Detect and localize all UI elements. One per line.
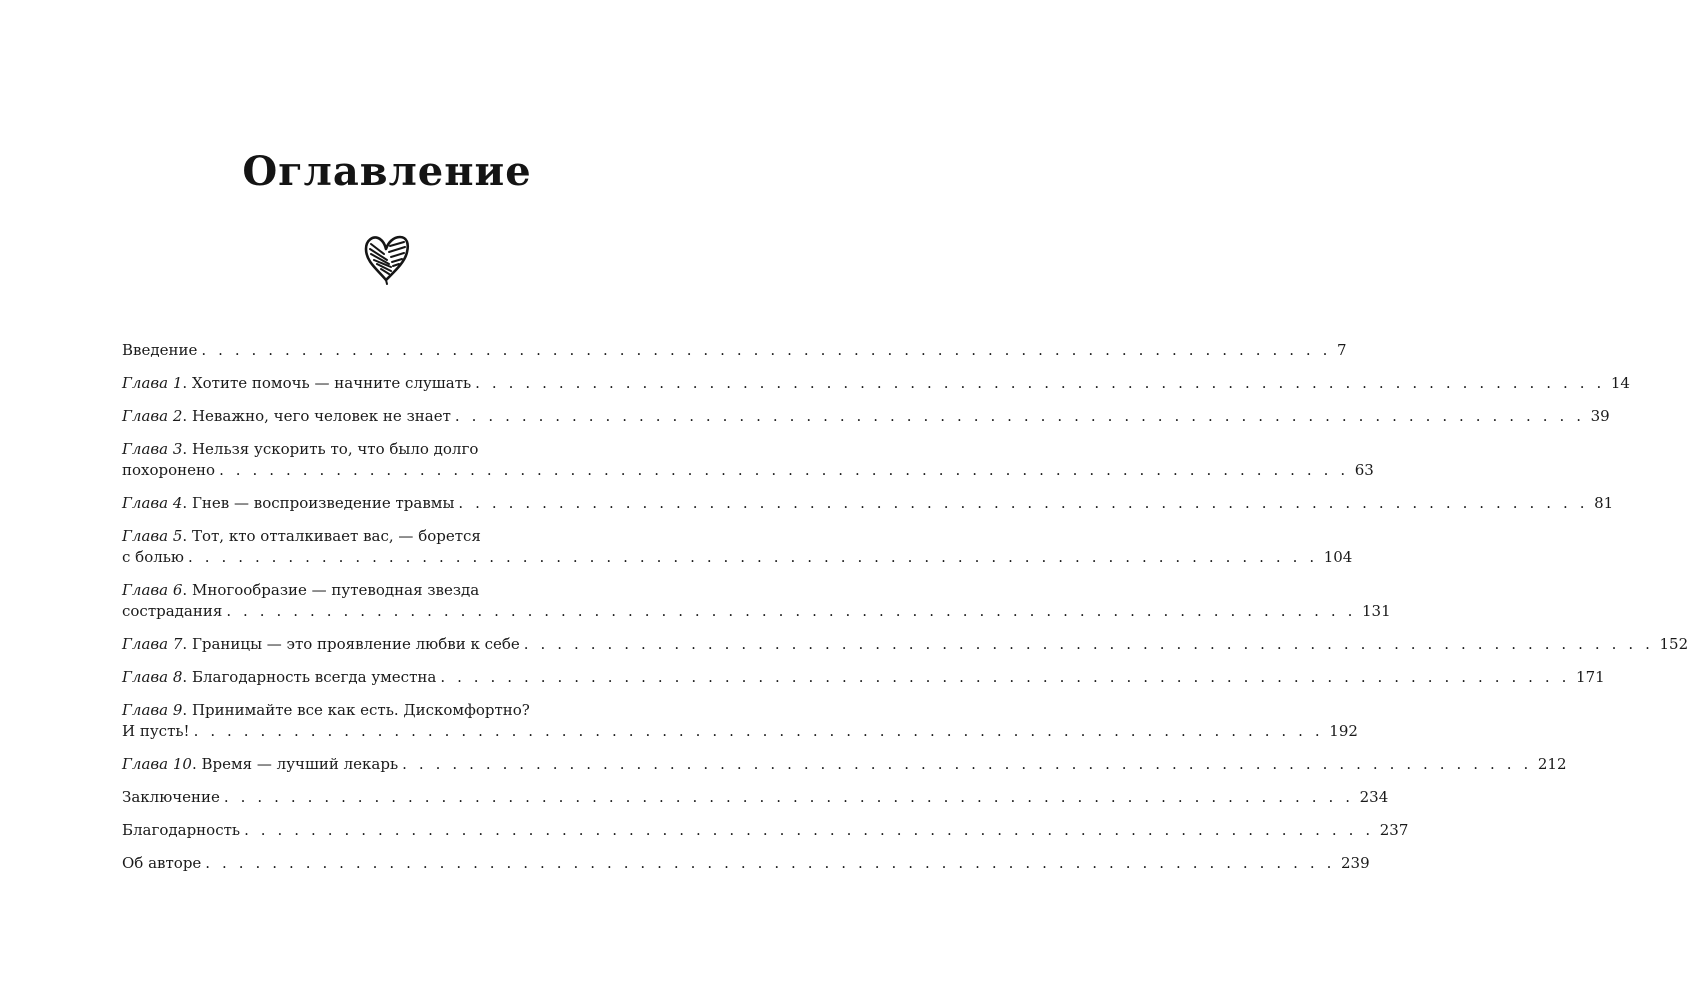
toc-entry-title-line <box>122 700 650 721</box>
toc-entry[interactable] <box>122 787 1389 808</box>
toc-entry-title: Об авторе <box>122 854 202 872</box>
toc-entry[interactable] <box>122 493 1614 514</box>
toc-page-number: 131 <box>1362 602 1391 620</box>
heart-icon <box>362 232 412 286</box>
dot-leader: . . . . . . . . . . . . . . . . . . . . . . . . . . . . . . . . . . . . . . . . . . . . . . . . . . . . . . . . . . . . . . . . . . . . <box>188 548 1318 566</box>
toc-entry-label <box>122 667 436 688</box>
toc-entry-label <box>122 493 454 514</box>
chapter-number: Глава 5 <box>122 527 183 545</box>
toc-entry-title: . Нельзя ускорить то, что было долго <box>182 440 479 458</box>
toc-entry-label <box>122 787 220 808</box>
toc-entry[interactable] <box>122 754 1567 775</box>
chapter-number: Глава 10 <box>122 755 192 773</box>
dot-leader: . . . . . . . . . . . . . . . . . . . . . . . . . . . . . . . . . . . . . . . . . . . . . . . . . . . . . . . . . . . . . . . . . . . . <box>454 407 1585 425</box>
toc-entry-title: И пусть! <box>122 722 190 740</box>
dot-leader: . . . . . . . . . . . . . . . . . . . . . . . . . . . . . . . . . . . . . . . . . . . . . . . . . . . . . . . . . . . . . . . . . . . . <box>193 722 1324 740</box>
toc-entry-title: Благодарность <box>122 821 241 839</box>
dot-leader: . . . . . . . . . . . . . . . . . . . . . . . . . . . . . . . . . . . . . . . . . . . . . . . . . . . . . . . . . . . . . . . . . . . . <box>458 494 1589 512</box>
toc-page-number: 192 <box>1329 722 1358 740</box>
toc-entry-label <box>122 721 190 742</box>
chapter-number: Глава 6 <box>122 581 183 599</box>
toc-entry[interactable] <box>122 439 1374 481</box>
toc-entry-label <box>122 547 184 568</box>
toc-entry-title: Введение <box>122 341 198 359</box>
toc-entry-title: . Неважно, чего человек не знает <box>182 407 451 425</box>
toc-entry[interactable] <box>122 580 1391 622</box>
chapter-number: Глава 3 <box>122 440 183 458</box>
toc-entry-title: с болью <box>122 548 184 566</box>
toc-entry-label <box>122 754 398 775</box>
toc-page-number: 7 <box>1337 341 1347 359</box>
toc-entry[interactable] <box>122 526 1353 568</box>
toc-entry-label <box>122 373 471 394</box>
toc-page-number: 212 <box>1537 755 1567 773</box>
toc-entry[interactable] <box>122 820 1409 841</box>
toc-entry-title: . Тот, кто отталкивает вас, — борется <box>182 527 481 545</box>
toc-entry[interactable] <box>122 340 1347 361</box>
toc-entry-title: Заключение <box>122 788 220 806</box>
toc-entry-title-line <box>122 526 650 547</box>
toc-page-number: 81 <box>1594 494 1614 512</box>
chapter-number: Глава 1 <box>122 374 183 392</box>
toc-entry-label <box>122 601 222 622</box>
toc-entry-title: сострадания <box>122 602 223 620</box>
toc-entry-title: . Время — лучший лекарь <box>191 755 399 773</box>
toc-entry-title: . Принимайте все как есть. Дискомфортно? <box>182 701 530 719</box>
toc-entry[interactable] <box>122 373 1630 394</box>
dot-leader: . . . . . . . . . . . . . . . . . . . . . . . . . . . . . . . . . . . . . . . . . . . . . . . . . . . . . . . . . . . . . . . . . . . . <box>226 602 1357 620</box>
toc-entry-title: . Хотите помочь — начните слушать <box>182 374 472 392</box>
toc-entry-label <box>122 634 520 655</box>
chapter-number: Глава 8 <box>122 668 183 686</box>
page-title: Оглавление <box>242 148 532 195</box>
toc-entry-title: . Гнев — воспроизведение травмы <box>182 494 455 512</box>
toc-entry-title-line <box>122 580 650 601</box>
toc-page-number: 239 <box>1341 854 1370 872</box>
toc-page-number: 234 <box>1359 788 1389 806</box>
toc-entry-title: . Границы — это проявление любви к себе <box>182 635 520 653</box>
dot-leader: . . . . . . . . . . . . . . . . . . . . . . . . . . . . . . . . . . . . . . . . . . . . . . . . . . . . . . . . . . . . . . . . . . . . <box>475 374 1605 392</box>
toc-page-number: 14 <box>1610 374 1630 392</box>
chapter-number: Глава 7 <box>122 635 183 653</box>
toc-entry-label <box>122 460 215 481</box>
dot-leader: . . . . . . . . . . . . . . . . . . . . . . . . . . . . . . . . . . . . . . . . . . . . . . . . . . . . . . . . . . . . . . . . . . . . <box>402 755 1532 773</box>
toc-page-number: 39 <box>1590 407 1610 425</box>
toc-page-number: 237 <box>1379 821 1409 839</box>
toc-entry-title: . Многообразие — путеводная звезда <box>182 581 480 599</box>
toc-entry-title: . Благодарность всегда уместна <box>182 668 437 686</box>
toc-page-number: 152 <box>1659 635 1688 653</box>
toc-entry[interactable] <box>122 634 1688 655</box>
dot-leader: . . . . . . . . . . . . . . . . . . . . . . . . . . . . . . . . . . . . . . . . . . . . . . . . . . . . . . . . . . . . . . . . . . . . <box>205 854 1335 872</box>
chapter-number: Глава 9 <box>122 701 183 719</box>
dot-leader: . . . . . . . . . . . . . . . . . . . . . . . . . . . . . . . . . . . . . . . . . . . . . . . . . . . . . . . . . . . . . . . . . . . . <box>440 668 1571 686</box>
toc-entry-label <box>122 853 201 874</box>
dot-leader: . . . . . . . . . . . . . . . . . . . . . . . . . . . . . . . . . . . . . . . . . . . . . . . . . . . . . . . . . . . . . . . . . . . . <box>523 635 1654 653</box>
toc-entry-label <box>122 820 240 841</box>
dot-leader: . . . . . . . . . . . . . . . . . . . . . . . . . . . . . . . . . . . . . . . . . . . . . . . . . . . . . . . . . . . . . . . . . . . . <box>223 788 1354 806</box>
toc-entry-title-line <box>122 439 650 460</box>
toc-entry-label <box>122 340 197 361</box>
chapter-number: Глава 4 <box>122 494 183 512</box>
toc-entry[interactable] <box>122 406 1610 427</box>
toc-entry-title: похоронено <box>122 461 216 479</box>
toc-page-number: 63 <box>1354 461 1374 479</box>
toc-entry-label <box>122 406 451 427</box>
dot-leader: . . . . . . . . . . . . . . . . . . . . . . . . . . . . . . . . . . . . . . . . . . . . . . . . . . . . . . . . . . . . . . . . . . . . <box>244 821 1374 839</box>
toc-page-number: 104 <box>1323 548 1353 566</box>
toc-entry[interactable] <box>122 853 1370 874</box>
dot-leader: . . . . . . . . . . . . . . . . . . . . . . . . . . . . . . . . . . . . . . . . . . . . . . . . . . . . . . . . . . . . . . . . . . . . <box>201 341 1332 359</box>
toc-entry[interactable] <box>122 667 1605 688</box>
toc-entry[interactable] <box>122 700 1358 742</box>
chapter-number: Глава 2 <box>122 407 183 425</box>
toc-page-number: 171 <box>1576 668 1605 686</box>
table-of-contents <box>122 340 1688 886</box>
dot-leader: . . . . . . . . . . . . . . . . . . . . . . . . . . . . . . . . . . . . . . . . . . . . . . . . . . . . . . . . . . . . . . . . . . . . <box>219 461 1349 479</box>
